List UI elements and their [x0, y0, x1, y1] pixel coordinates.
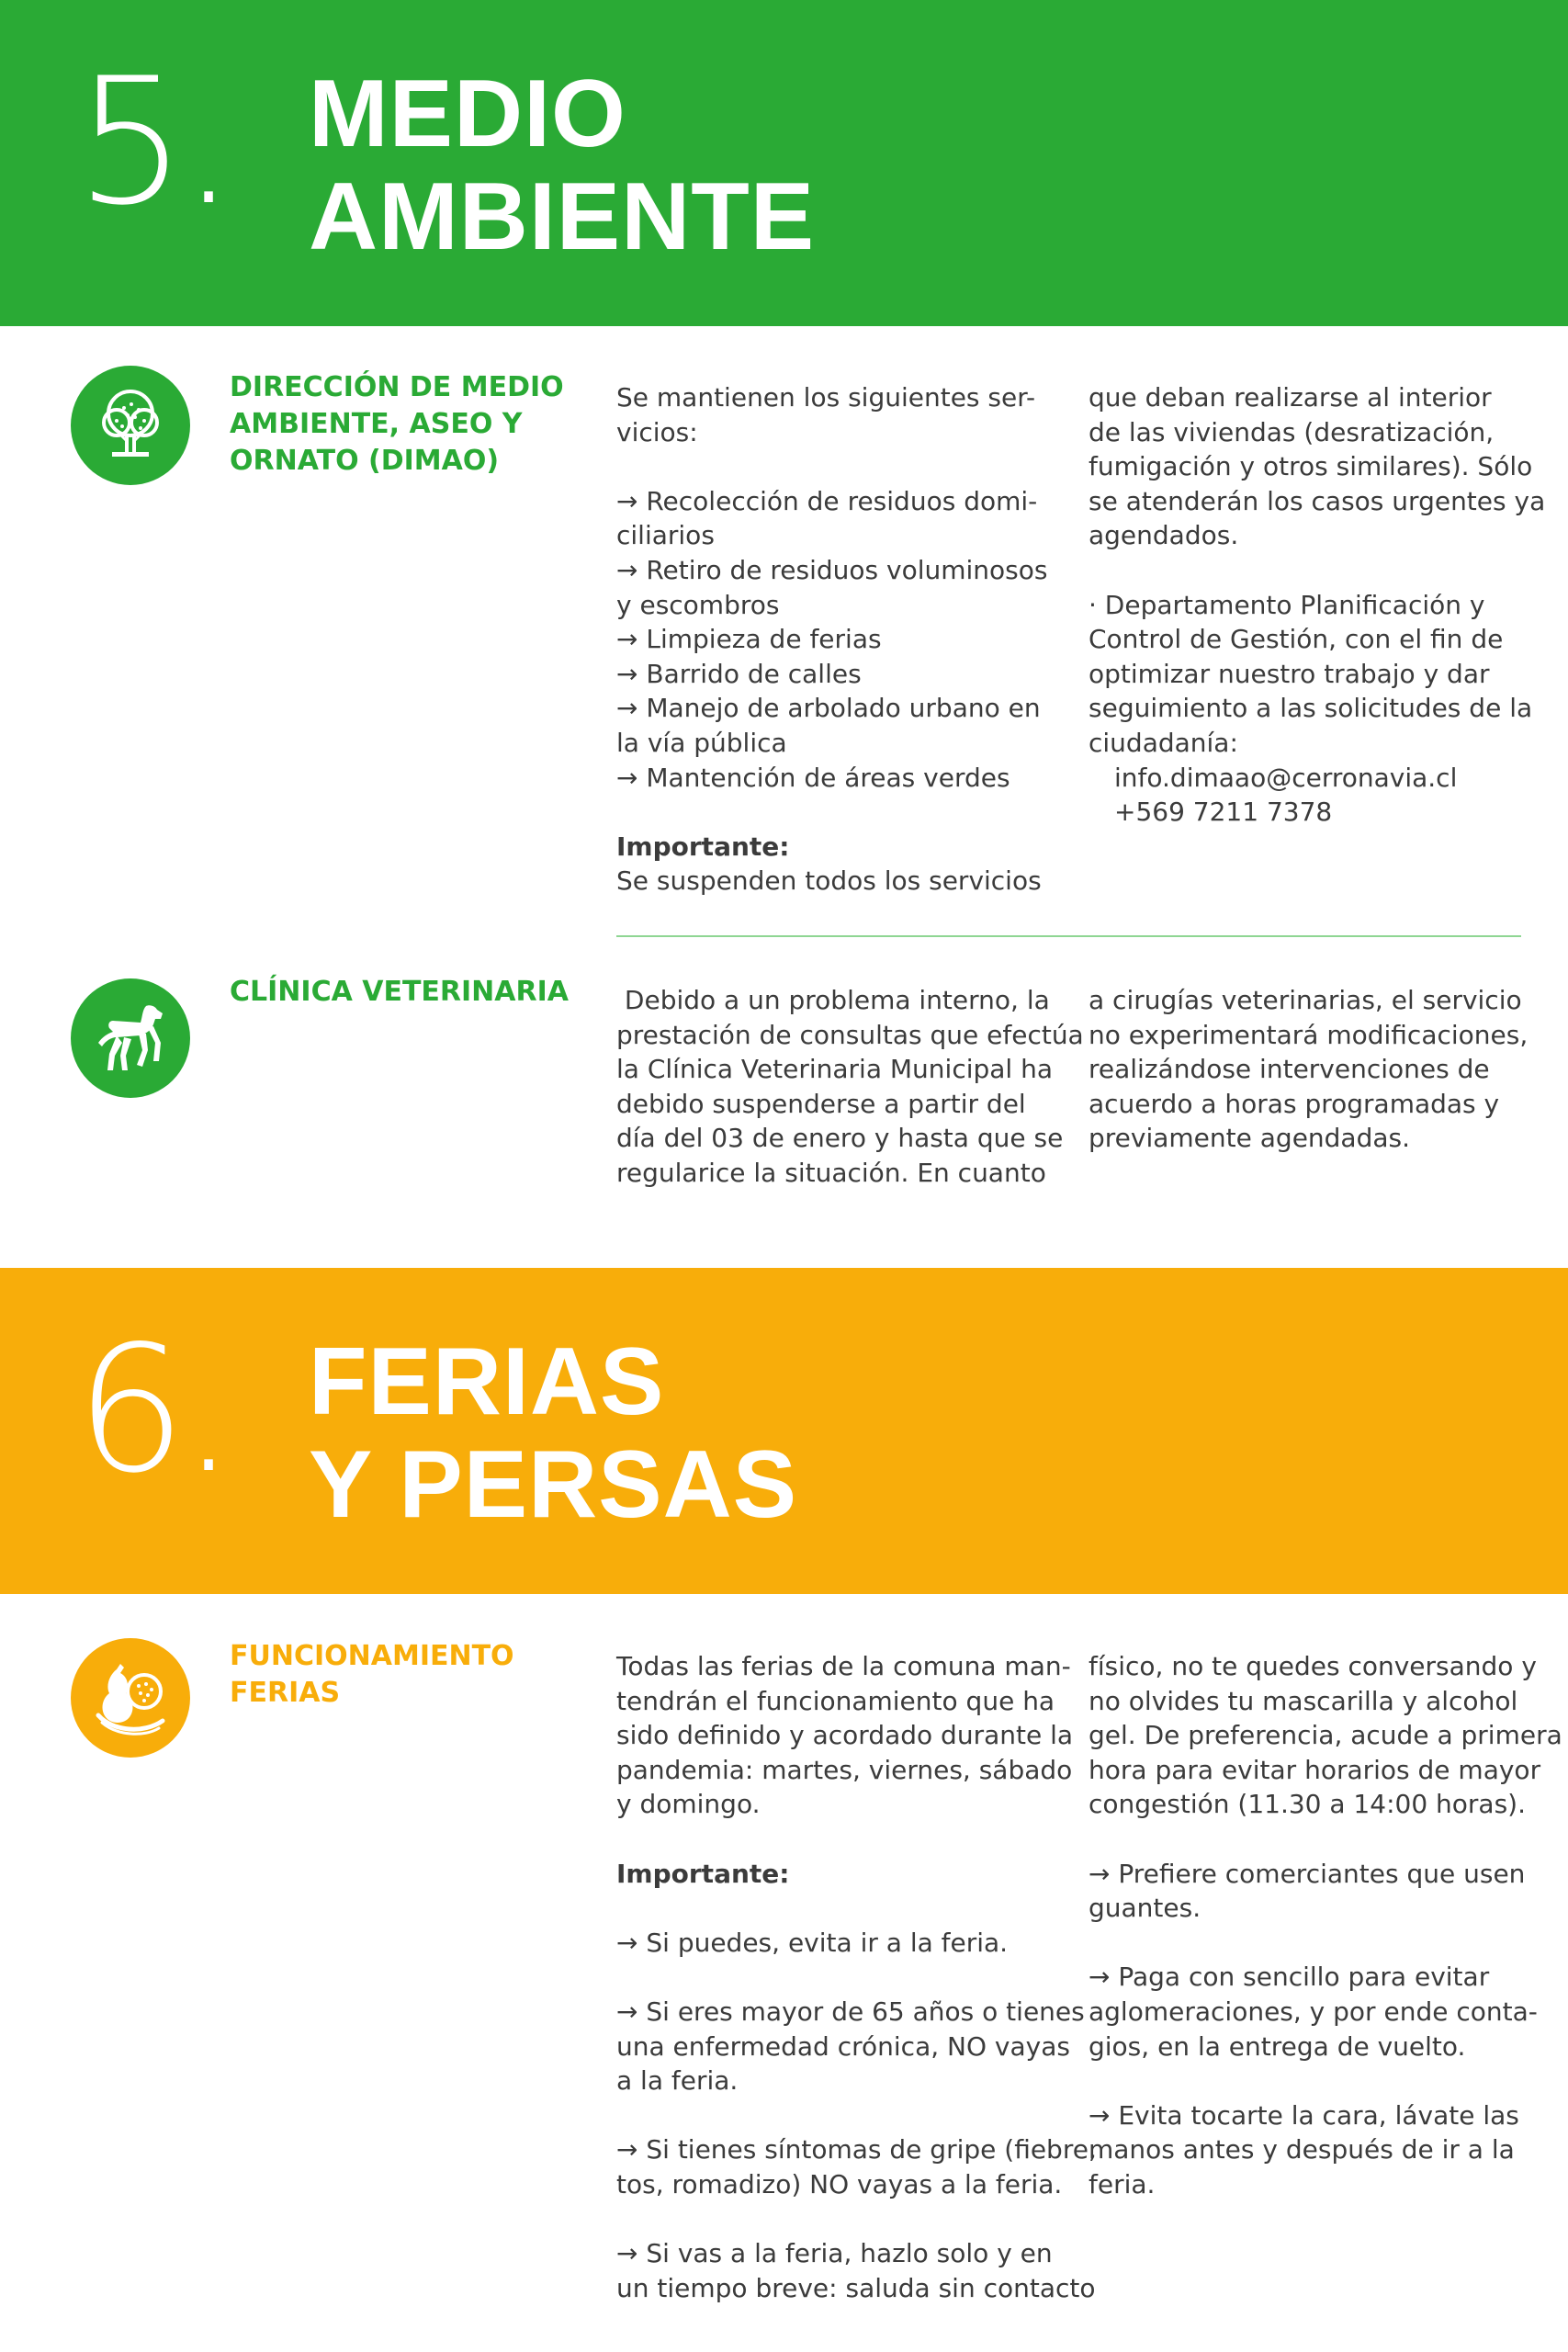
ferias-column-2	[1089, 1649, 1562, 2202]
contact-phone[interactable]: +569 7211 7378	[1114, 797, 1333, 828]
section-6-header	[0, 1268, 1568, 1594]
section-divider	[616, 935, 1521, 937]
text-line: sido definido y acordado durante la	[616, 1720, 1074, 1751]
section-6-title-line-2: Y PERSAS	[309, 1431, 798, 1538]
text-line: una enfermedad crónica, NO vayas	[616, 2030, 1070, 2062]
fruits-vegetables-icon	[71, 1638, 190, 1758]
spacer	[1089, 2064, 1525, 2098]
text-line: no olvides tu mascarilla y alcohol	[1089, 1685, 1518, 1716]
text-line: y escombros	[616, 589, 780, 620]
ferias-heading-line: FERIAS	[230, 1677, 341, 1709]
text-line: → Si vas a la feria, hazlo solo y en	[616, 2238, 1053, 2269]
dog-icon	[71, 978, 190, 1098]
section-5-title	[309, 62, 815, 268]
text-line: aglomeraciones, y por ende conta-	[1089, 1996, 1538, 2027]
vet-heading	[230, 974, 570, 1011]
text-line: congestión (11.30 a 14:00 horas).	[1089, 1789, 1526, 1820]
text-line: debido suspenderse a partir del	[616, 1088, 1026, 1119]
spacer	[1089, 1926, 1525, 1961]
text-line: Se mantienen los siguientes ser-	[616, 382, 1036, 413]
text-line: Se suspenden todos los servicios	[616, 865, 1042, 897]
text-line: → Mantención de áreas verdes	[616, 762, 1010, 793]
spacer	[1089, 553, 1525, 588]
text-line: ciliarios	[616, 520, 715, 551]
text-line: → Barrido de calles	[616, 658, 862, 689]
contact-email[interactable]: info.dimaao@cerronavia.cl	[1114, 762, 1458, 793]
text-line: día del 03 de enero y hasta que se	[616, 1123, 1064, 1154]
dimao-column-2	[1089, 380, 1546, 830]
important-label: Importante:	[616, 831, 790, 862]
ferias-column-1	[616, 1649, 1097, 2305]
text-line: → Limpieza de ferias	[616, 624, 882, 655]
dimao-heading	[230, 369, 570, 480]
dimao-heading-line: ORNATO (DIMAO)	[230, 445, 500, 477]
text-line: que deban realizarse al interior	[1089, 382, 1492, 413]
text-line: → Si tienes síntomas de gripe (fiebre,	[616, 2134, 1097, 2165]
text-line: y domingo.	[616, 1789, 761, 1820]
text-line: un tiempo breve: saluda sin contacto	[616, 2272, 1096, 2303]
text-line: la Clínica Veterinaria Municipal ha	[616, 1054, 1054, 1085]
text-line: regularice la situación. En cuanto	[616, 1157, 1046, 1188]
text-line: a la feria.	[616, 2065, 739, 2097]
text-line: de las viviendas (desratización,	[1089, 416, 1495, 447]
section-5-number: 5.	[75, 40, 231, 243]
text-line: → Recolección de residuos domi-	[616, 485, 1038, 516]
text-line: tos, romadizo) NO vayas a la feria.	[616, 2168, 1063, 2199]
text-line: prestación de consultas que efectúa	[616, 1019, 1084, 1050]
text-line: se atenderán los casos urgentes ya	[1089, 485, 1546, 516]
text-line: físico, no te quedes conversando y	[1089, 1651, 1537, 1681]
text-line: Todas las ferias de la comuna man-	[616, 1651, 1071, 1681]
dimao-heading-line: DIRECCIÓN DE MEDIO	[230, 371, 564, 403]
vet-column-2	[1089, 983, 1529, 1156]
text-line: fumigación y otros similares). Sólo	[1089, 451, 1533, 482]
text-line: → Manejo de arbolado urbano en	[616, 693, 1041, 724]
important-label: Importante:	[616, 1858, 790, 1889]
section-5-title-line-2: AMBIENTE	[309, 164, 816, 270]
text-line: optimizar nuestro trabajo y dar	[1089, 658, 1490, 689]
text-line: feria.	[1089, 2168, 1156, 2199]
spacer	[616, 795, 1053, 830]
section-5-header	[0, 0, 1568, 326]
spacer	[616, 1891, 1053, 1926]
text-line: vicios:	[616, 416, 698, 447]
text-line: → Si eres mayor de 65 años o tienes	[616, 1996, 1085, 2027]
text-line: acuerdo a horas programadas y	[1089, 1088, 1500, 1119]
text-line: → Si puedes, evita ir a la feria.	[616, 1927, 1009, 1958]
text-line: a cirugías veterinarias, el servicio	[1089, 985, 1522, 1015]
text-line: hora para evitar horarios de mayor	[1089, 1754, 1541, 1785]
text-line: agendados.	[1089, 520, 1239, 551]
ferias-heading	[230, 1638, 570, 1712]
spacer	[616, 2202, 1053, 2237]
text-line: → Paga con sencillo para evitar	[1089, 1962, 1490, 1993]
text-line: tendrán el funcionamiento que ha	[616, 1685, 1055, 1716]
text-line: pandemia: martes, viernes, sábado	[616, 1754, 1073, 1785]
text-line: previamente agendadas.	[1089, 1123, 1411, 1154]
section-6-number: 6.	[75, 1308, 231, 1511]
text-line: realizándose intervenciones de	[1089, 1054, 1490, 1085]
ferias-heading-line: FUNCIONAMIENTO	[230, 1640, 514, 1672]
dimao-heading-line: AMBIENTE, ASEO Y	[230, 408, 523, 440]
text-line: → Prefiere comerciantes que usen	[1089, 1858, 1526, 1889]
section-6-title-line-1: FERIAS	[309, 1329, 665, 1435]
vet-column-1	[616, 983, 1084, 1191]
dimao-column-1	[616, 380, 1053, 899]
text-line: manos antes y después de ir a la	[1089, 2134, 1515, 2165]
tree-icon	[71, 366, 190, 485]
text-line: guantes.	[1089, 1893, 1201, 1924]
spacer	[616, 1822, 1053, 1857]
section-6-title	[309, 1330, 797, 1536]
text-line: → Retiro de residuos voluminosos	[616, 554, 1048, 585]
text-line: gios, en la entrega de vuelto.	[1089, 2030, 1466, 2062]
text-line: → Evita tocarte la cara, lávate las	[1089, 2099, 1519, 2131]
text-line: Control de Gestión, con el fin de	[1089, 624, 1504, 655]
text-line: seguimiento a las solicitudes de la	[1089, 693, 1533, 724]
text-line: la vía pública	[616, 727, 787, 758]
text-line: gel. De preferencia, acude a primera	[1089, 1720, 1562, 1751]
text-line: ciudadanía:	[1089, 727, 1238, 758]
section-5-title-line-1: MEDIO	[309, 61, 626, 167]
spacer	[1089, 1822, 1525, 1857]
text-line: no experimentará modificaciones,	[1089, 1019, 1529, 1050]
text-line: Debido a un problema interno, la	[616, 985, 1050, 1015]
spacer	[616, 449, 1053, 484]
spacer	[616, 2098, 1053, 2133]
spacer	[616, 1960, 1053, 1995]
vet-heading-line: CLÍNICA VETERINARIA	[230, 976, 569, 1008]
text-line: · Departamento Planificación y	[1089, 589, 1485, 620]
